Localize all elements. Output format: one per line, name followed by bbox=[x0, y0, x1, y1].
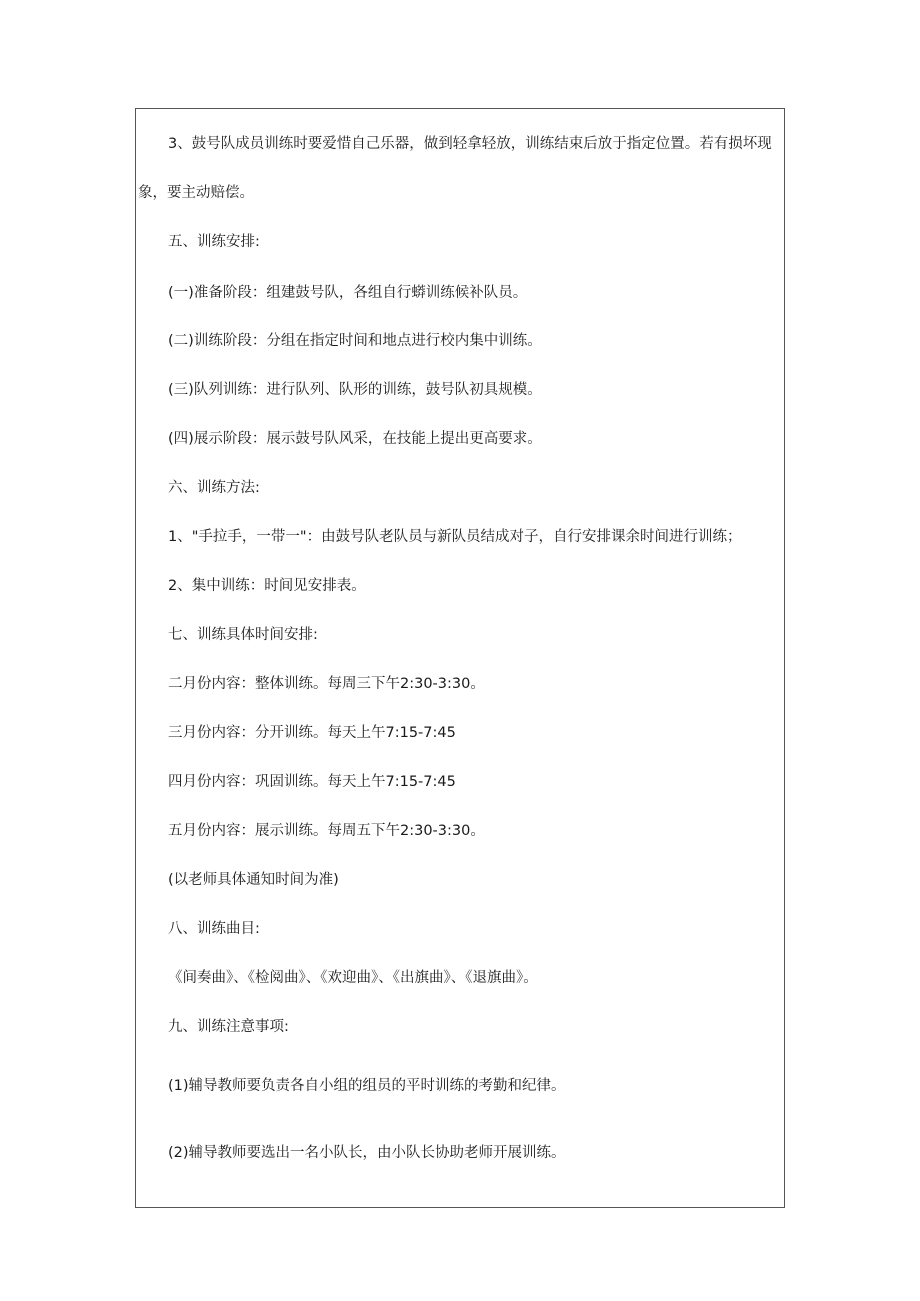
section-heading-5: 五、训练安排: bbox=[168, 234, 260, 250]
section-heading-8: 八、训练曲目: bbox=[168, 921, 260, 937]
document-frame bbox=[135, 108, 785, 1208]
section-heading-6: 六、训练方法: bbox=[168, 480, 260, 496]
schedule-may: 五月份内容：展示训练。每周五下午2:30-3:30。 bbox=[168, 823, 485, 839]
rule-3-line-1: 3、鼓号队成员训练时要爱惜自己乐器，做到轻拿轻放，训练结束后放于指定位置。若有损坏现 bbox=[168, 136, 772, 152]
section-heading-9: 九、训练注意事项: bbox=[168, 1019, 289, 1035]
arrangement-item-4: (四)展示阶段：展示鼓号队风采，在技能上提出更高要求。 bbox=[168, 431, 542, 447]
method-item-2: 2、集中训练：时间见安排表。 bbox=[168, 578, 366, 594]
schedule-february: 二月份内容：整体训练。每周三下午2:30-3:30。 bbox=[168, 676, 485, 692]
schedule-march: 三月份内容：分开训练。每天上午7:15-7:45 bbox=[168, 725, 456, 741]
notice-item-2: (2)辅导教师要选出一名小队长，由小队长协助老师开展训练。 bbox=[168, 1145, 566, 1161]
arrangement-item-3: (三)队列训练：进行队列、队形的训练，鼓号队初具规模。 bbox=[168, 382, 542, 398]
repertoire-list: 《间奏曲》、《检阅曲》、《欢迎曲》、《出旗曲》、《退旗曲》。 bbox=[168, 970, 538, 986]
notice-item-1: (1)辅导教师要负责各自小组的组员的平时训练的考勤和纪律。 bbox=[168, 1078, 566, 1094]
schedule-note: (以老师具体通知时间为准) bbox=[168, 872, 339, 888]
rule-3-line-2: 象，要主动赔偿。 bbox=[138, 185, 254, 201]
section-heading-7: 七、训练具体时间安排: bbox=[168, 627, 318, 643]
arrangement-item-1: (一)准备阶段：组建鼓号队，各组自行蟒训练候补队员。 bbox=[168, 285, 528, 301]
arrangement-item-2: (二)训练阶段：分组在指定时间和地点进行校内集中训练。 bbox=[168, 333, 542, 349]
schedule-april: 四月份内容：巩固训练。每天上午7:15-7:45 bbox=[168, 774, 456, 790]
method-item-1: 1、"手拉手，一带一"：由鼓号队老队员与新队员结成对子，自行安排课余时间进行训练； bbox=[168, 529, 742, 545]
